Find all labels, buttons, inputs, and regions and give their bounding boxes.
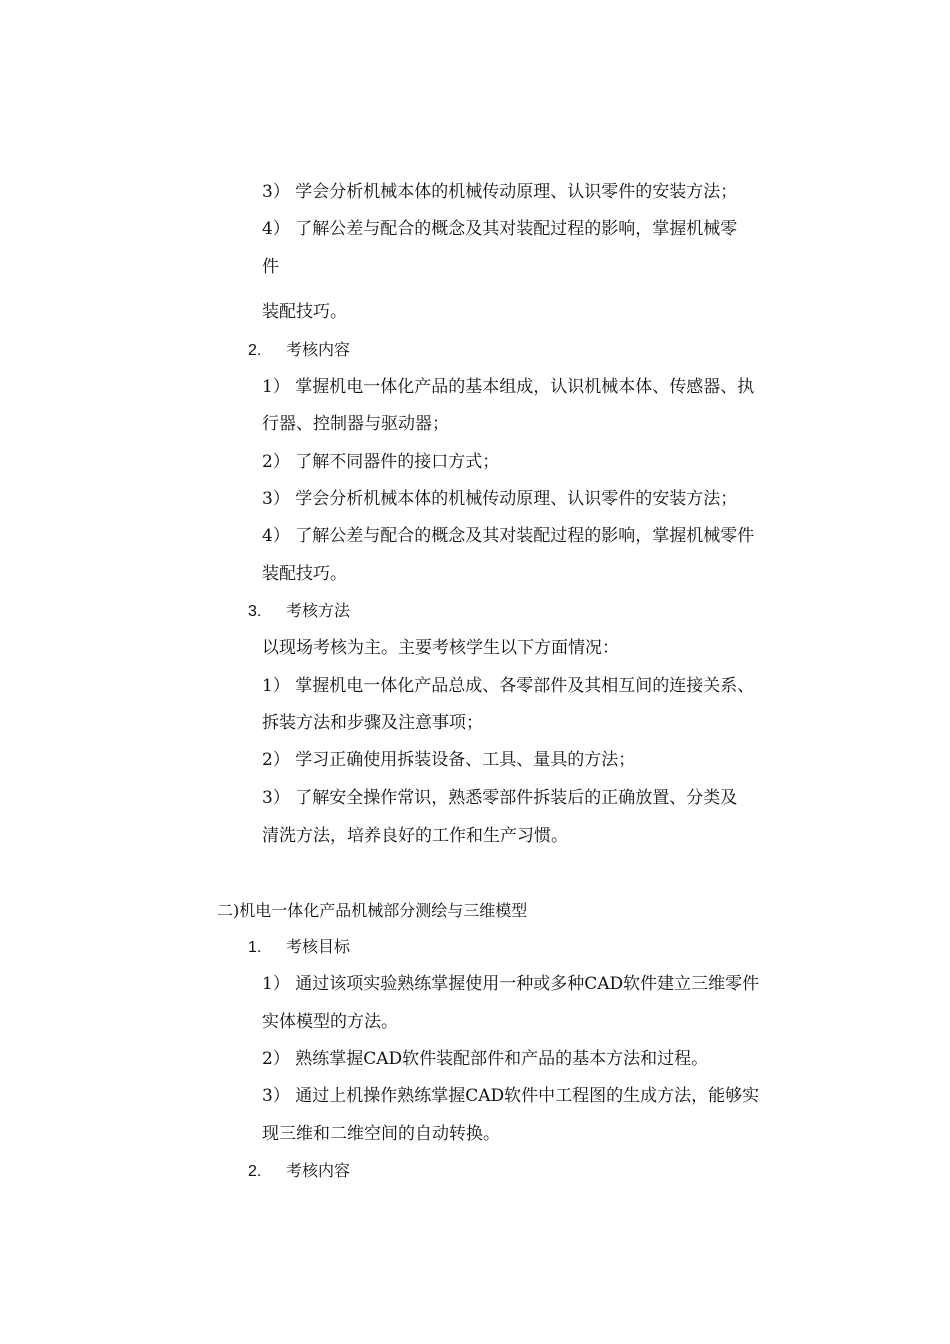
subheading-text: 考核方法 <box>286 601 351 620</box>
paragraph-line: 拆装方法和步骤及注意事项； <box>262 713 483 733</box>
paragraph-line: 3） 学会分析机械本体的机械传动原理、认识零件的安装方法； <box>262 182 738 202</box>
subheading-text: 考核内容 <box>286 340 351 359</box>
subheading-number: 1. <box>248 939 262 956</box>
subheading-number: 2. <box>248 342 262 359</box>
section-title: 二)机电一体化产品机械部分测绘与三维模型 <box>217 901 528 920</box>
paragraph-line: 1） 掌握机电一体化产品总成、各零部件及其相互间的连接关系、 <box>262 676 755 696</box>
paragraph-line: 2） 学习正确使用拆装设备、工具、量具的方法； <box>262 750 636 770</box>
paragraph-line: 行器、控制器与驱动器； <box>262 414 449 434</box>
paragraph-line: 现三维和二维空间的自动转换。 <box>262 1124 500 1144</box>
subheading <box>248 339 350 362</box>
subheading-number: 2. <box>248 1163 262 1180</box>
paragraph-line: 3） 通过上机操作熟练掌握CAD软件中工程图的生成方法，能够实 <box>262 1086 760 1106</box>
paragraph-line: 实体模型的方法。 <box>262 1012 398 1032</box>
subheading-text: 考核目标 <box>286 937 351 956</box>
subheading <box>248 1160 350 1183</box>
paragraph-line: 4） 了解公差与配合的概念及其对装配过程的影响，掌握机械零件 <box>262 526 755 546</box>
paragraph-line: 3） 了解安全操作常识，熟悉零部件拆装后的正确放置、分类及 <box>262 788 738 808</box>
paragraph-line: 以现场考核为主。主要考核学生以下方面情况： <box>262 638 619 658</box>
subheading <box>248 936 350 959</box>
paragraph-line: 3） 学会分析机械本体的机械传动原理、认识零件的安装方法； <box>262 489 738 509</box>
subheading-text: 考核内容 <box>286 1161 351 1180</box>
paragraph-line: 2） 熟练掌握CAD软件装配部件和产品的基本方法和过程。 <box>262 1049 709 1069</box>
paragraph-line: 4） 了解公差与配合的概念及其对装配过程的影响，掌握机械零 <box>262 219 738 239</box>
paragraph-line: 装配技巧。 <box>262 564 347 584</box>
subheading-number: 3. <box>248 603 262 620</box>
paragraph-line: 件 <box>262 257 279 277</box>
paragraph-line: 清洗方法，培养良好的工作和生产习惯。 <box>262 826 568 846</box>
paragraph-line: 2） 了解不同器件的接口方式； <box>262 452 500 472</box>
subheading <box>248 600 350 623</box>
paragraph-line: 装配技巧。 <box>262 302 347 322</box>
paragraph-line: 1） 通过该项实验熟练掌握使用一种或多种CAD软件建立三维零件 <box>262 974 760 994</box>
paragraph-line: 1） 掌握机电一体化产品的基本组成，认识机械本体、传感器、执 <box>262 377 755 397</box>
